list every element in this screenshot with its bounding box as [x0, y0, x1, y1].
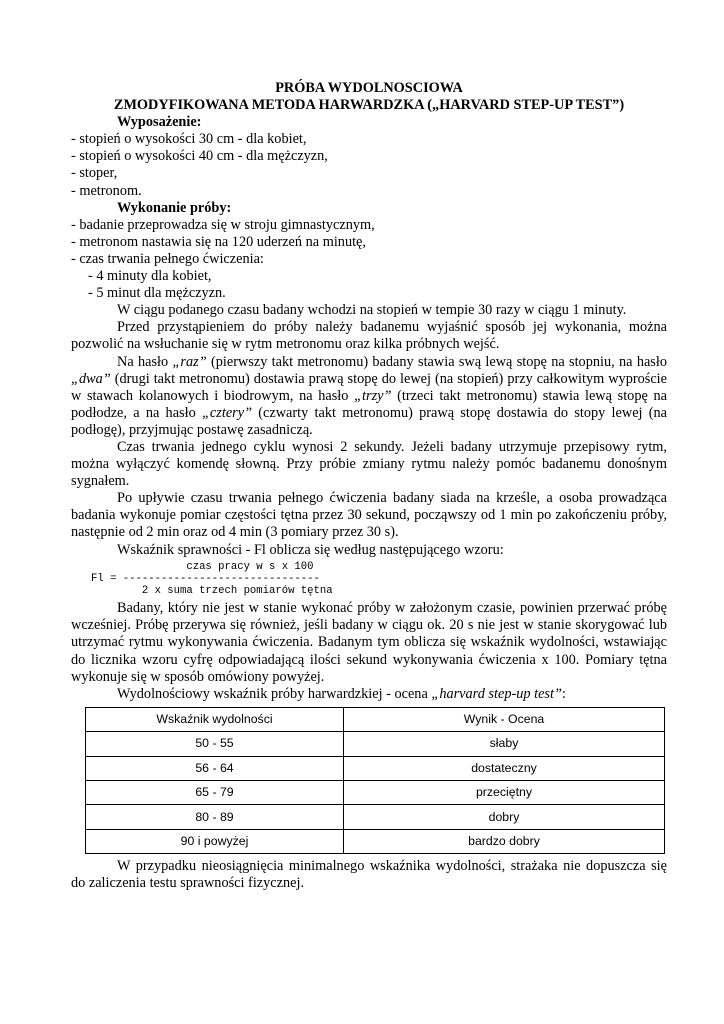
table-cell: słaby — [344, 732, 665, 756]
table-cell: przeciętny — [344, 780, 665, 804]
table-row — [86, 805, 665, 829]
table-cell: 50 - 55 — [86, 732, 344, 756]
paragraph-explanation: Przed przystąpieniem do próby należy badanemu wyjaśnić sposób jej wykonania, można pozwolić na wsłuchanie się w rytm metronomu oraz kilka próbnych wejść. — [71, 319, 667, 353]
paragraph-conclusion: W przypadku nieosiągnięcia minimalnego wskaźnika wydolności, strażaka nie dopuszcza się do zaliczenia testu sprawności fizycznej. — [71, 858, 667, 892]
equipment-item: - stoper, — [71, 165, 118, 182]
title-line-2: ZMODYFIKOWANA METODA HARWARDZKA („HARVARD STEP-UP TEST”) — [113, 97, 625, 114]
procedure-subitem: - 5 minut dla mężczyzn. — [88, 285, 226, 302]
equipment-item: - stopień o wysokości 30 cm - dla kobiet, — [71, 131, 307, 148]
formula-lhs: Fl = — [91, 572, 123, 585]
procedure-item: - metronom nastawia się na 120 uderzeń na minutę, — [71, 233, 366, 250]
paragraph-table-intro: Wydolnościowy wskaźnik próby harwardzkiej - ocena „harvard step-up test”: — [117, 685, 566, 702]
document-page — [71, 0, 667, 892]
table-cell: dostateczny — [344, 756, 665, 780]
table-header-cell: Wynik - Ocena — [344, 707, 665, 731]
procedure-heading: Wykonanie próby: — [117, 199, 232, 216]
paragraph-cycle: Czas trwania jednego cyklu wynosi 2 sekundy. Jeżeli badany utrzymuje przepisowy rytm, można wyłączyć komendę słowną. Przy próbie zmiany rytmu należy pomóc badanemu donośnym sygnałem. — [71, 438, 667, 490]
table-row — [86, 756, 665, 780]
equipment-item: - stopień o wysokości 40 cm - dla mężczyzn, — [71, 148, 328, 165]
table-header-cell: Wskaźnik wydolności — [86, 707, 344, 731]
table-cell: 65 - 79 — [86, 780, 344, 804]
table-cell: bardzo dobry — [344, 829, 665, 853]
results-table — [85, 707, 665, 854]
formula — [91, 561, 667, 598]
table-cell: 90 i powyżej — [86, 829, 344, 853]
paragraph-commands: Na hasło „raz” (pierwszy takt metronomu) badany stawia swą lewą stopę na stopniu, na hasło „dwa” (drugi takt metronomu) dostawia prawą stopę do lewej (na stopień) przy całkowitym wyproście w stawach kolanowych i biodrowym, na hasło „trzy” (trzeci takt metronomu) stawia lewą stopę na podłodze, a na hasło „cztery” (czwarty takt metronomu) prawą stopę dostawia do stopy lewej (na podłogę), przyjmując postawę zasadniczą. — [71, 353, 668, 438]
equipment-heading: Wyposażenie: — [117, 114, 202, 131]
paragraph-formula-intro: Wskaźnik sprawności - Fl oblicza się według następującego wzoru: — [117, 541, 504, 558]
formula-numerator: czas pracy w s x 100 — [186, 560, 314, 573]
formula-bar: ------------------------------- — [122, 572, 320, 585]
procedure-subitem: - 4 minuty dla kobiet, — [88, 268, 212, 285]
title-line-1: PRÓBA WYDOLNOSCIOWA — [275, 80, 463, 96]
table-cell: 80 - 89 — [86, 805, 344, 829]
procedure-item: - czas trwania pełnego ćwiczenia: — [71, 250, 264, 267]
formula-denominator: 2 x suma trzech pomiarów tętna — [141, 585, 333, 598]
table-cell: 56 - 64 — [86, 756, 344, 780]
table-header-row — [86, 707, 665, 731]
procedure-item: - badanie przeprowadza się w stroju gimnastycznym, — [71, 216, 375, 233]
table-row — [86, 732, 665, 756]
table-cell: dobry — [344, 805, 665, 829]
paragraph-pulse: Po upływie czasu trwania pełnego ćwiczenia badany siada na krześle, a osoba prowadząca badania wykonuje pomiar częstości tętna przez 30 sekund, począwszy od 1 min po zakończeniu próby, następnie od 2 min oraz od 4 min (3 pomiary przez 30 s). — [71, 490, 667, 541]
paragraph-interruption: Badany, który nie jest w stanie wykonać próby w założonym czasie, powinien przerwać próbę wcześniej. Próbę przerywa się również, jeśli badany w ciągu ok. 20 s nie jest w stanie skorygować lub utrzymać rytmu wykonywania ćwiczenia. Badanym tym oblicza się wskaźnik wydolności, wstawiając do licznika wzoru cyfrę odpowiadającą ilości sekund wykonywania ćwiczenia x 100. Pomiary tętna wykonuje się w sposób omówiony powyżej. — [71, 600, 667, 685]
table-row — [86, 829, 665, 853]
equipment-item: - metronom. — [71, 182, 142, 199]
table-row — [86, 780, 665, 804]
paragraph-tempo: W ciągu podanego czasu badany wchodzi na stopień w tempie 30 razy w ciągu 1 minuty. — [117, 302, 627, 319]
